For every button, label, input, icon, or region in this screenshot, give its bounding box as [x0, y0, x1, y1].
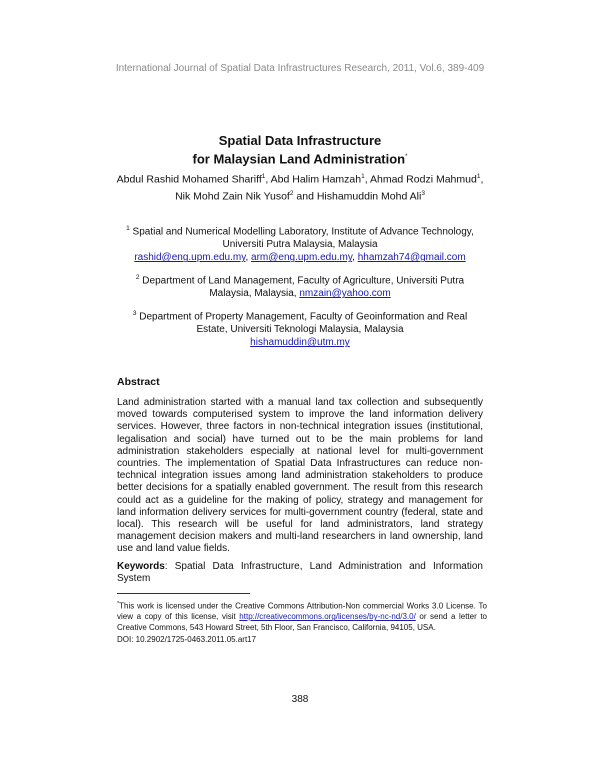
email-link[interactable]: nmzain@yahoo.com	[299, 288, 391, 300]
journal-header: International Journal of Spatial Data Infrastructures Research, 2011, Vol.6, 389-409	[115, 63, 485, 74]
author-name: Hishamuddin Mohd Ali	[316, 190, 422, 202]
author-name: Abd Halim Hamzah	[270, 173, 362, 186]
email-link[interactable]: hishamuddin@utm.my	[250, 337, 350, 349]
affiliation-1: $^1$ Spatial and Numerical Modelling Laboratory, Institute of Advance Technology, Universiti Putra Malaysia, Malaysia rashid@eng.upm.edu.my, arm@eng.upm.edu.my, hhamzah74@gmail.com	[126, 225, 474, 264]
author-name: Ahmad Rodzi Mahmud	[370, 173, 477, 186]
affiliation-2: $^2$ Department of Land Management, Faculty of Agriculture, Universiti Putra Malaysia, Malaysia, nmzain@yahoo.com	[135, 274, 465, 300]
title-footnote-marker: *	[405, 154, 408, 160]
author-list: Abdul Rashid Mohamed Shariff$^1$, Abd Halim Hamzah$^1$, Ahmad Rodzi Mahmud$^1$, Nik Mohd Zain Nik Yusof$^2$ and Hishamuddin Mohd Ali$^3$	[116, 173, 484, 202]
license-link[interactable]: http://creativecommons.org/licenses/by-nc-nd/3.0/	[239, 612, 416, 622]
author-name: Nik Mohd Zain Nik Yusof	[175, 190, 290, 202]
abstract-body: Land administration started with a manual land tax collection and subsequently moved towards computerised system to improve the land information delivery services. However, three factors in non-technical integration issues (institutional, legalisation and social) have turned out to be the main problems for land administration stakeholders especially at national level for multi-government countries. The implementation of Spatial Data Infrastructures can reduce non-technical integration issues among land administration stakeholders to produce better decisions for a spatially enabled government. The result from this research could act as a guideline for the making of policy, strategy and management for land information delivery services for multi-government country (federal, state and local). This research will be useful for land administrators, land strategy management decision makers and multi-land researchers in land ownership, land use and land value fields.	[117, 397, 483, 555]
page-number: 388	[291, 694, 309, 705]
keywords-text: : Spatial Data Infrastructure, Land Administration and Information System	[117, 561, 483, 584]
email-link[interactable]: hhamzah74@gmail.com	[357, 252, 466, 264]
license-footnote: *This work is licensed under the Creative Commons Attribution-Non commercial Works 3.0 License. To view a copy of this license, visit http://creativecommons.org/licenses/by-nc-nd/3.0/ or send a letter to Creative Commons, 543 Howard Street, 5th Floor, San Francisco, California, 94105, USA.	[117, 601, 487, 632]
footnote-divider	[117, 593, 250, 594]
email-link[interactable]: arm@eng.upm.edu.my	[251, 252, 353, 264]
keywords	[117, 561, 483, 585]
email-link[interactable]: rashid@eng.upm.edu.my	[134, 252, 246, 264]
doi: DOI: 10.2902/1725-0463.2011.05.art17	[117, 635, 257, 644]
paper-title	[0, 133, 600, 167]
affiliation-3: $^3$ Department of Property Management, Faculty of Geoinformation and Real Estate, Universiti Teknologi Malaysia, Malaysia hishamuddin@utm.my	[132, 310, 468, 349]
author-name: Abdul Rashid Mohamed Shariff	[116, 173, 262, 186]
title-line-2: for Malaysian Land Administration*	[192, 151, 408, 167]
abstract-heading: Abstract	[117, 376, 160, 388]
keywords-label: Keywords	[117, 561, 165, 572]
title-line-1: Spatial Data Infrastructure	[218, 133, 382, 148]
